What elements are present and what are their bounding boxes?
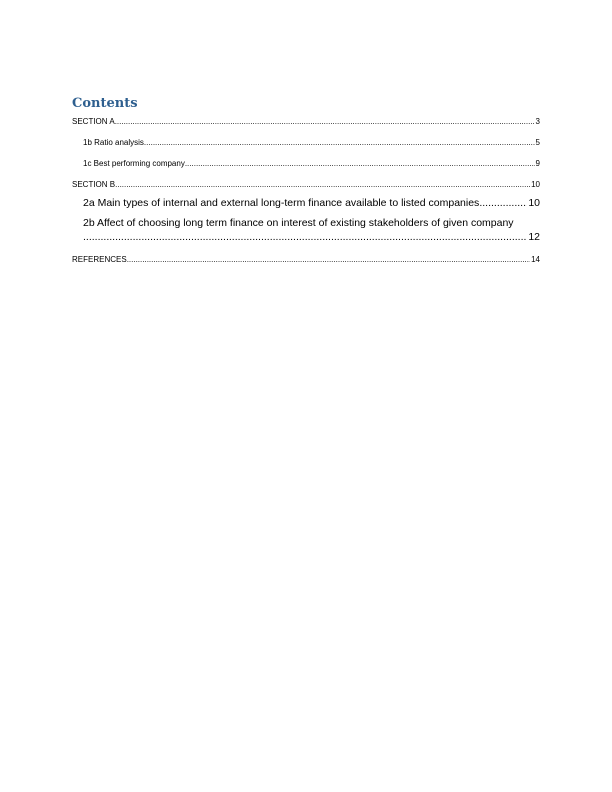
- toc-entry-label: 1b Ratio analysis: [83, 138, 144, 147]
- toc-entry-ratio-analysis[interactable]: [72, 138, 540, 148]
- toc-page-number: 9: [535, 159, 540, 168]
- toc-dot-leader: [115, 117, 535, 127]
- toc-title: Contents: [72, 96, 138, 111]
- toc-entry-section-a[interactable]: [72, 117, 540, 127]
- toc-entry-section-b[interactable]: [72, 180, 540, 190]
- toc-entry-stakeholder-effect[interactable]: [72, 216, 540, 244]
- toc-entry-label: 1c Best performing company: [83, 159, 185, 168]
- toc-dot-leader: [115, 180, 530, 190]
- toc-page-number: 10: [531, 180, 540, 189]
- table-of-contents: [72, 95, 540, 276]
- toc-entry-best-performing-company[interactable]: [72, 159, 540, 169]
- toc-page-number: 5: [535, 138, 540, 147]
- toc-entry-references[interactable]: [72, 255, 540, 265]
- toc-page-number: 10: [528, 197, 540, 209]
- toc-entry-label: 2b Affect of choosing long term finance on interest of existing stakeholders of given company: [83, 217, 514, 229]
- toc-entry-label: REFERENCES: [72, 255, 127, 264]
- toc-dot-leader: [144, 138, 535, 148]
- toc-entry-label: SECTION A: [72, 117, 115, 126]
- toc-dot-leader: [479, 197, 527, 209]
- toc-entry-label: 2a Main types of internal and external long-term finance available to listed companies: [83, 197, 480, 209]
- toc-dot-leader: [127, 255, 530, 265]
- toc-dot-leader: [83, 230, 527, 244]
- toc-page-number: 14: [531, 255, 540, 264]
- toc-page-number: 12: [528, 231, 540, 243]
- toc-dot-leader: [185, 159, 535, 169]
- toc-entry-leader-line: [83, 230, 540, 244]
- toc-entry-label: SECTION B: [72, 180, 116, 189]
- toc-entry-long-term-finance-types[interactable]: [72, 197, 540, 209]
- toc-page-number: 3: [535, 117, 540, 126]
